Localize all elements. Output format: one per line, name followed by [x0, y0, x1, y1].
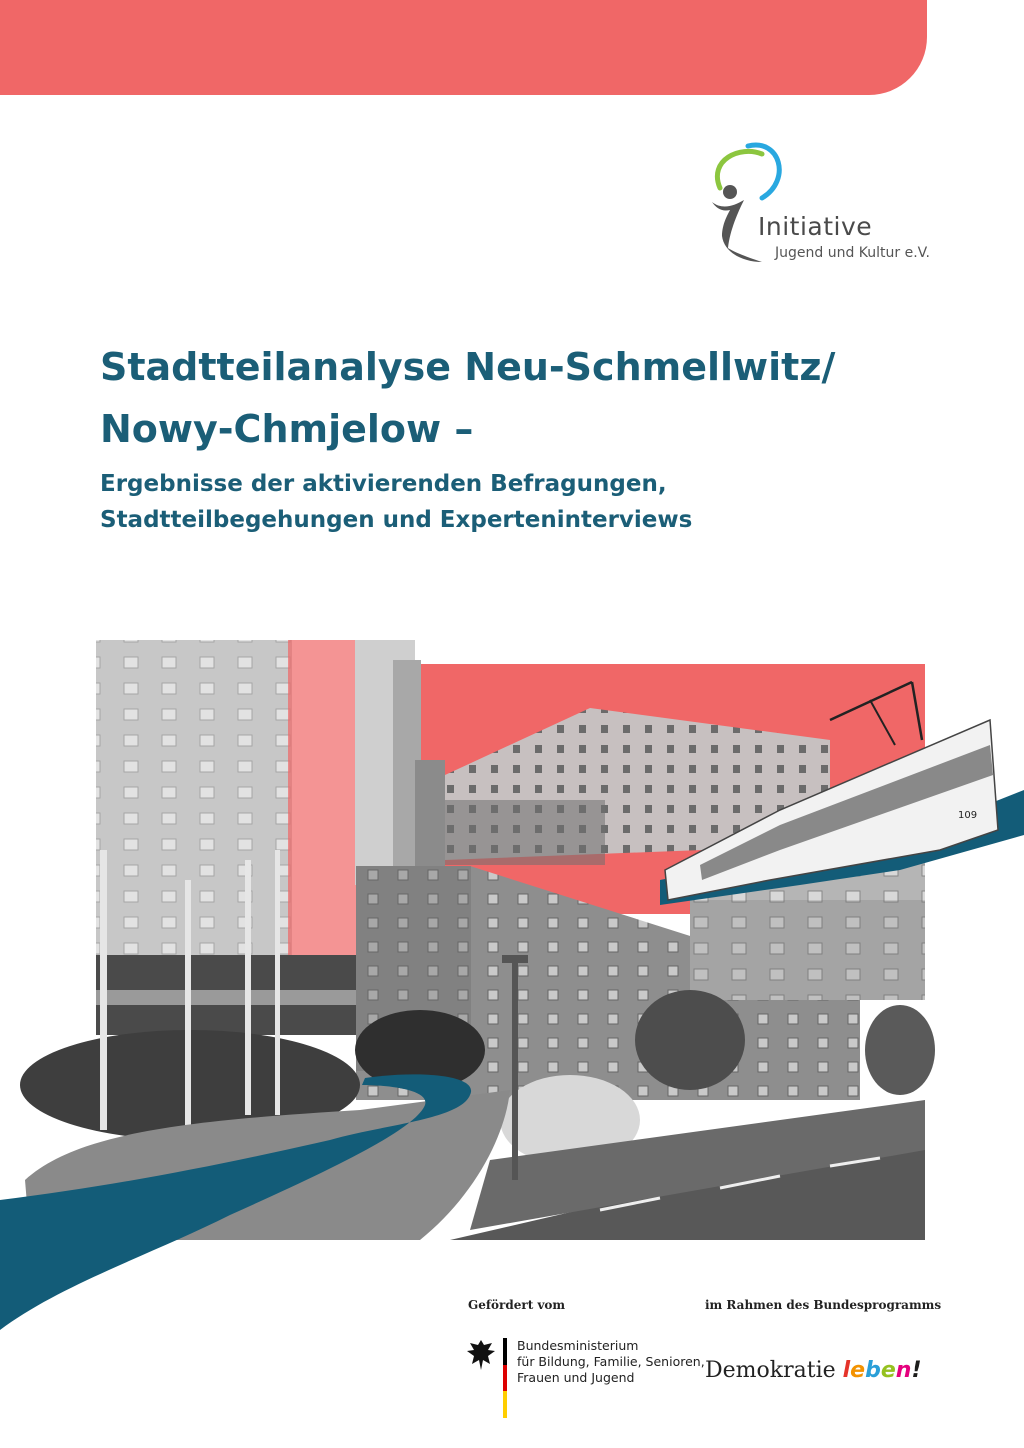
tram-number: 109	[958, 810, 978, 821]
funded-by-label: Gefördert vom	[468, 1298, 566, 1312]
demokratie-word: Demokratie	[705, 1358, 836, 1383]
leben-letter: e	[850, 1358, 866, 1383]
german-flag-bar	[503, 1338, 507, 1418]
leben-letter: b	[865, 1358, 881, 1383]
ministry-line-1: Bundesministerium	[517, 1338, 639, 1353]
ministry-name	[517, 1338, 705, 1386]
leben-word	[843, 1358, 922, 1383]
ministry-line-3: Frauen und Jugend	[517, 1370, 635, 1385]
leben-letter: !	[911, 1358, 922, 1383]
leben-letter: e	[880, 1358, 896, 1383]
logo-subtitle: Jugend und Kultur e.V.	[775, 245, 930, 261]
leben-letter: n	[895, 1358, 912, 1383]
leben-letter: l	[842, 1358, 851, 1383]
title-line-1: Stadtteilanalyse Neu-Schmellwitz/	[100, 345, 836, 389]
top-accent-band	[0, 0, 927, 95]
page-title	[100, 336, 960, 460]
logo-title: Initiative	[758, 212, 873, 241]
subtitle-line-2: Stadtteilbegehungen und Experteninterviews	[100, 507, 693, 533]
federal-eagle-icon	[466, 1338, 496, 1372]
page-subtitle	[100, 466, 960, 538]
subtitle-line-1: Ergebnisse der aktivierenden Befragungen,	[100, 471, 667, 497]
city-collage-image	[0, 630, 1024, 1330]
demokratie-leben-logo	[705, 1358, 921, 1383]
ministry-line-2: für Bildung, Familie, Senioren,	[517, 1354, 705, 1369]
program-label: im Rahmen des Bundesprogramms	[705, 1298, 942, 1312]
title-line-2: Nowy-Chmjelow –	[100, 407, 474, 451]
